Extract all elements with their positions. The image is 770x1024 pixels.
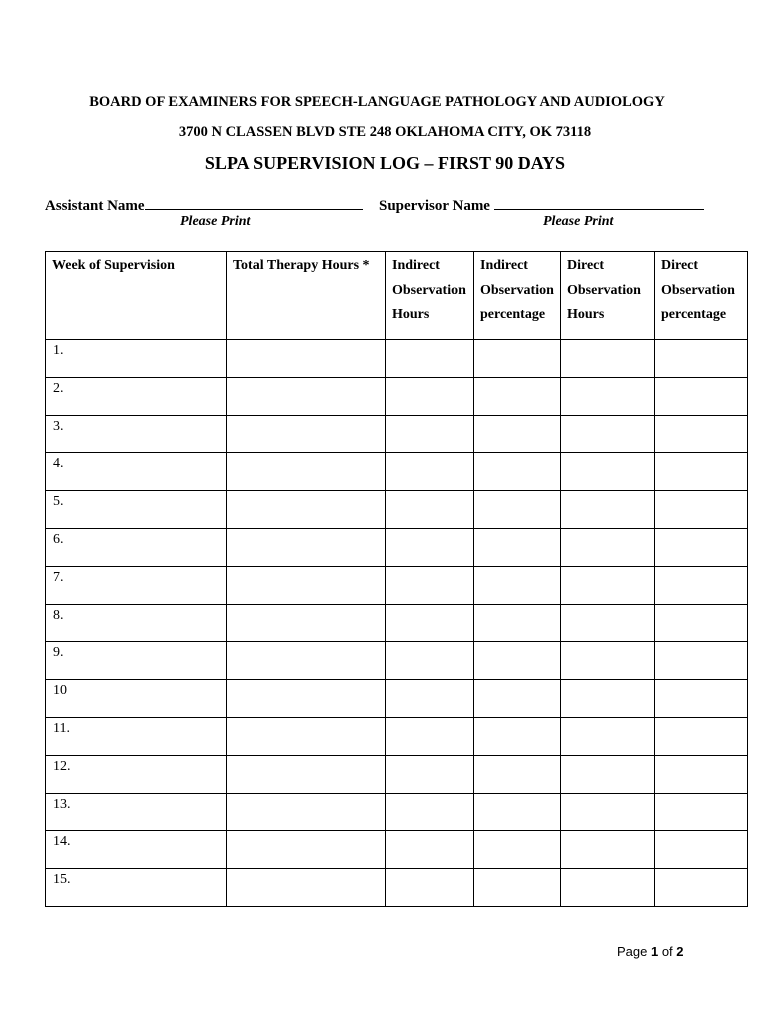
header-total-hours: Total Therapy Hours * xyxy=(227,252,386,340)
total-hours-cell[interactable] xyxy=(227,453,386,491)
assistant-print-hint: Please Print xyxy=(180,214,251,229)
table-row xyxy=(46,831,748,869)
table-row xyxy=(46,453,748,491)
supervision-log-table xyxy=(45,251,748,907)
total-hours-cell[interactable] xyxy=(227,528,386,566)
week-number-cell: 2. xyxy=(46,377,227,415)
week-number-cell: 15. xyxy=(46,869,227,907)
week-number-cell: 1. xyxy=(46,340,227,378)
indirect-hours-cell[interactable] xyxy=(386,377,474,415)
direct-percentage-cell[interactable] xyxy=(655,566,748,604)
direct-percentage-cell[interactable] xyxy=(655,528,748,566)
indirect-hours-cell[interactable] xyxy=(386,566,474,604)
week-number-cell: 14. xyxy=(46,831,227,869)
direct-hours-cell[interactable] xyxy=(561,680,655,718)
direct-hours-cell[interactable] xyxy=(561,755,655,793)
header-direct-hours: Direct Observation Hours xyxy=(561,252,655,340)
indirect-percentage-cell[interactable] xyxy=(474,831,561,869)
table-header-row xyxy=(46,252,748,340)
indirect-hours-cell[interactable] xyxy=(386,869,474,907)
direct-percentage-cell[interactable] xyxy=(655,755,748,793)
header-indirect-hours: Indirect Observation Hours xyxy=(386,252,474,340)
table-row xyxy=(46,377,748,415)
page-number xyxy=(617,944,684,959)
indirect-percentage-cell[interactable] xyxy=(474,717,561,755)
direct-percentage-cell[interactable] xyxy=(655,717,748,755)
indirect-hours-cell[interactable] xyxy=(386,415,474,453)
table-row xyxy=(46,491,748,529)
table-row xyxy=(46,566,748,604)
header-direct-percentage: Direct Observation percentage xyxy=(655,252,748,340)
indirect-percentage-cell[interactable] xyxy=(474,680,561,718)
table-row xyxy=(46,528,748,566)
table-row xyxy=(46,415,748,453)
page-title: SLPA SUPERVISION LOG – FIRST 90 DAYS xyxy=(204,153,566,173)
total-hours-cell[interactable] xyxy=(227,642,386,680)
indirect-hours-cell[interactable] xyxy=(386,528,474,566)
indirect-percentage-cell[interactable] xyxy=(474,340,561,378)
direct-hours-cell[interactable] xyxy=(561,340,655,378)
assistant-name-label: Assistant Name xyxy=(45,198,145,214)
direct-hours-cell[interactable] xyxy=(561,528,655,566)
indirect-hours-cell[interactable] xyxy=(386,793,474,831)
table-row xyxy=(46,755,748,793)
week-number-cell: 4. xyxy=(46,453,227,491)
direct-hours-cell[interactable] xyxy=(561,831,655,869)
week-number-cell: 8. xyxy=(46,604,227,642)
indirect-hours-cell[interactable] xyxy=(386,604,474,642)
table-row xyxy=(46,340,748,378)
page-prefix: Page xyxy=(617,944,651,959)
direct-percentage-cell[interactable] xyxy=(655,680,748,718)
direct-percentage-cell[interactable] xyxy=(655,340,748,378)
total-hours-cell[interactable] xyxy=(227,415,386,453)
direct-percentage-cell[interactable] xyxy=(655,869,748,907)
direct-hours-cell[interactable] xyxy=(561,491,655,529)
total-hours-cell[interactable] xyxy=(227,680,386,718)
direct-hours-cell[interactable] xyxy=(561,604,655,642)
table-row xyxy=(46,793,748,831)
week-number-cell: 12. xyxy=(46,755,227,793)
week-number-cell: 3. xyxy=(46,415,227,453)
total-hours-cell[interactable] xyxy=(227,717,386,755)
table-row xyxy=(46,869,748,907)
direct-percentage-cell[interactable] xyxy=(655,642,748,680)
header-indirect-percentage: Indirect Observation percentage xyxy=(474,252,561,340)
direct-hours-cell[interactable] xyxy=(561,793,655,831)
direct-hours-cell[interactable] xyxy=(561,453,655,491)
indirect-hours-cell[interactable] xyxy=(386,717,474,755)
week-number-cell: 11. xyxy=(46,717,227,755)
direct-percentage-cell[interactable] xyxy=(655,604,748,642)
total-hours-cell[interactable] xyxy=(227,793,386,831)
indirect-percentage-cell[interactable] xyxy=(474,604,561,642)
total-hours-cell[interactable] xyxy=(227,755,386,793)
indirect-percentage-cell[interactable] xyxy=(474,793,561,831)
week-number-cell: 5. xyxy=(46,491,227,529)
header-week: Week of Supervision xyxy=(46,252,227,340)
indirect-hours-cell[interactable] xyxy=(386,755,474,793)
direct-percentage-cell[interactable] xyxy=(655,793,748,831)
direct-hours-cell[interactable] xyxy=(561,566,655,604)
indirect-hours-cell[interactable] xyxy=(386,680,474,718)
indirect-percentage-cell[interactable] xyxy=(474,377,561,415)
indirect-hours-cell[interactable] xyxy=(386,340,474,378)
indirect-percentage-cell[interactable] xyxy=(474,491,561,529)
direct-hours-cell[interactable] xyxy=(561,377,655,415)
indirect-percentage-cell[interactable] xyxy=(474,415,561,453)
total-hours-cell[interactable] xyxy=(227,491,386,529)
indirect-percentage-cell[interactable] xyxy=(474,642,561,680)
indirect-percentage-cell[interactable] xyxy=(474,566,561,604)
indirect-percentage-cell[interactable] xyxy=(474,869,561,907)
organization-heading: BOARD OF EXAMINERS FOR SPEECH-LANGUAGE PATHOLOGY AND AUDIOLOGY xyxy=(89,94,665,110)
page-total: 2 xyxy=(676,944,684,959)
week-number-cell: 6. xyxy=(46,528,227,566)
total-hours-cell[interactable] xyxy=(227,604,386,642)
indirect-hours-cell[interactable] xyxy=(386,491,474,529)
indirect-percentage-cell[interactable] xyxy=(474,755,561,793)
address-line: 3700 N CLASSEN BLVD STE 248 OKLAHOMA CITY, OK 73118 xyxy=(178,124,592,140)
indirect-percentage-cell[interactable] xyxy=(474,453,561,491)
total-hours-cell[interactable] xyxy=(227,566,386,604)
supervisor-name-row xyxy=(379,195,704,215)
indirect-percentage-cell[interactable] xyxy=(474,528,561,566)
direct-hours-cell[interactable] xyxy=(561,717,655,755)
page-of: of xyxy=(658,944,677,959)
direct-percentage-cell[interactable] xyxy=(655,415,748,453)
table-row xyxy=(46,680,748,718)
indirect-hours-cell[interactable] xyxy=(386,642,474,680)
direct-hours-cell[interactable] xyxy=(561,869,655,907)
direct-hours-cell[interactable] xyxy=(561,415,655,453)
total-hours-cell[interactable] xyxy=(227,340,386,378)
total-hours-cell[interactable] xyxy=(227,377,386,415)
assistant-name-field[interactable] xyxy=(145,195,363,210)
week-number-cell: 10 xyxy=(46,680,227,718)
table-row xyxy=(46,604,748,642)
direct-percentage-cell[interactable] xyxy=(655,377,748,415)
total-hours-cell[interactable] xyxy=(227,831,386,869)
direct-percentage-cell[interactable] xyxy=(655,453,748,491)
total-hours-cell[interactable] xyxy=(227,869,386,907)
supervisor-name-label: Supervisor Name xyxy=(379,198,490,214)
indirect-hours-cell[interactable] xyxy=(386,831,474,869)
week-number-cell: 9. xyxy=(46,642,227,680)
week-number-cell: 13. xyxy=(46,793,227,831)
direct-hours-cell[interactable] xyxy=(561,642,655,680)
supervisor-name-field[interactable] xyxy=(494,195,704,210)
direct-percentage-cell[interactable] xyxy=(655,831,748,869)
week-number-cell: 7. xyxy=(46,566,227,604)
assistant-name-row xyxy=(45,195,363,215)
supervisor-print-hint: Please Print xyxy=(543,214,614,229)
table-row xyxy=(46,717,748,755)
page-current: 1 xyxy=(650,944,659,959)
indirect-hours-cell[interactable] xyxy=(386,453,474,491)
direct-percentage-cell[interactable] xyxy=(655,491,748,529)
table-row xyxy=(46,642,748,680)
